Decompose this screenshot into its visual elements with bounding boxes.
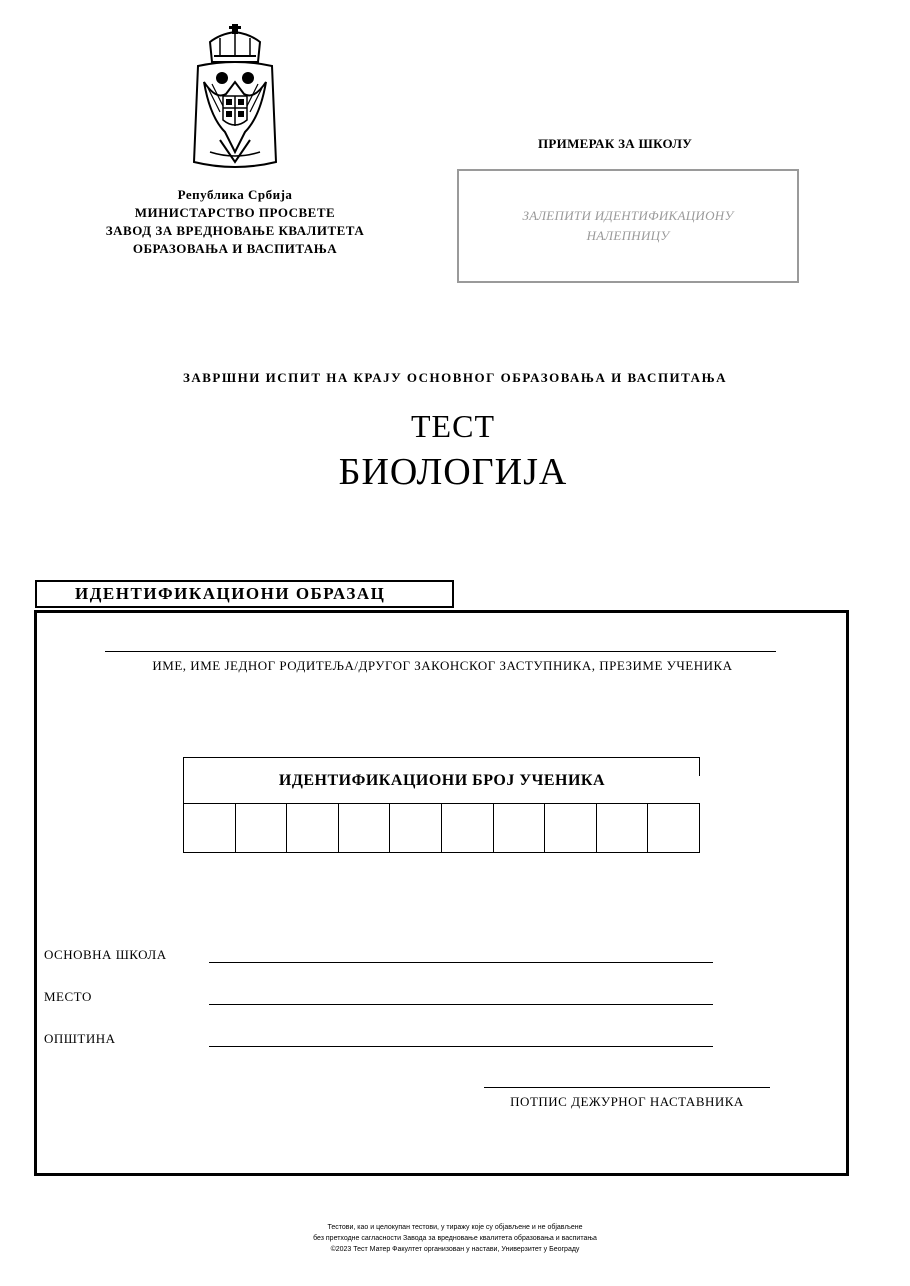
student-id-header	[184, 758, 700, 804]
ministry-header	[60, 186, 410, 258]
id-digit-cell[interactable]	[236, 804, 288, 853]
school-label: ОСНОВНА ШКОЛА	[44, 947, 167, 962]
footer-line: Тестови, као и целокупан тестови, у тиражу које су објављене и не објављене	[327, 1224, 583, 1231]
ministry-line: Република Србија	[177, 187, 293, 202]
footer-line: ©2023 Тест Матер Факултет организован у настави, Универзитет у Београду	[330, 1246, 580, 1253]
municipality-field-line[interactable]	[209, 1046, 713, 1047]
id-digit-cell[interactable]	[184, 804, 236, 853]
copyright-footer	[205, 1222, 705, 1255]
place-label: МЕСТО	[44, 989, 92, 1004]
ministry-line: ОБРАЗОВАЊА И ВАСПИТАЊА	[132, 241, 338, 256]
copy-label: ПРИМЕРАК ЗА ШКОЛУ	[538, 136, 693, 151]
name-field-line[interactable]	[105, 651, 776, 652]
municipality-label: ОПШТИНА	[44, 1031, 116, 1046]
header-divider	[699, 758, 700, 776]
identification-form	[34, 610, 849, 1176]
form-tab-title: ИДЕНТИФИКАЦИОНИ ОБРАЗАЦ	[35, 580, 454, 608]
id-digit-cell[interactable]	[597, 804, 649, 853]
id-digit-cell[interactable]	[545, 804, 597, 853]
name-field-caption: ИМЕ, ИМЕ ЈЕДНОГ РОДИТЕЉА/ДРУГОГ ЗАКОНСКОГ ЗАСТУПНИКА, ПРЕЗИМЕ УЧЕНИКА	[152, 658, 733, 673]
id-digit-cell[interactable]	[390, 804, 442, 853]
id-digit-cell[interactable]	[494, 804, 546, 853]
student-id-table	[183, 757, 700, 853]
coat-of-arms-icon	[190, 22, 280, 172]
footer-line: без претходне сагласности Завода за вредновање квалитета образовања и васпитања	[313, 1235, 597, 1242]
place-field-line[interactable]	[209, 1004, 713, 1005]
ministry-line: ЗАВОД ЗА ВРЕДНОВАЊЕ КВАЛИТЕТА	[105, 223, 365, 238]
exam-title: ЗАВРШНИ ИСПИТ НА КРАЈУ ОСНОВНОГ ОБРАЗОВАЊА И ВАСПИТАЊА	[182, 370, 727, 385]
sticker-box	[457, 169, 799, 283]
signature-field-line[interactable]	[484, 1087, 770, 1088]
id-digit-cell[interactable]	[339, 804, 391, 853]
test-label: ТЕСТ	[411, 408, 495, 444]
sticker-text: ЗАЛЕПИТИ ИДЕНТИФИКАЦИОНУ НАЛЕПНИЦУ	[522, 208, 734, 243]
id-digit-cell[interactable]	[442, 804, 494, 853]
id-digit-cell[interactable]	[287, 804, 339, 853]
subject-title: БИОЛОГИЈА	[338, 451, 568, 493]
ministry-line: МИНИСТАРСТВО ПРОСВЕТЕ	[134, 205, 336, 220]
id-digit-cell[interactable]	[648, 804, 700, 853]
signature-caption: ПОТПИС ДЕЖУРНОГ НАСТАВНИКА	[510, 1094, 744, 1109]
student-id-cells	[184, 804, 700, 853]
school-field-line[interactable]	[209, 962, 713, 963]
student-id-header-text: ИДЕНТИФИКАЦИОНИ БРОЈ УЧЕНИКА	[278, 772, 606, 789]
